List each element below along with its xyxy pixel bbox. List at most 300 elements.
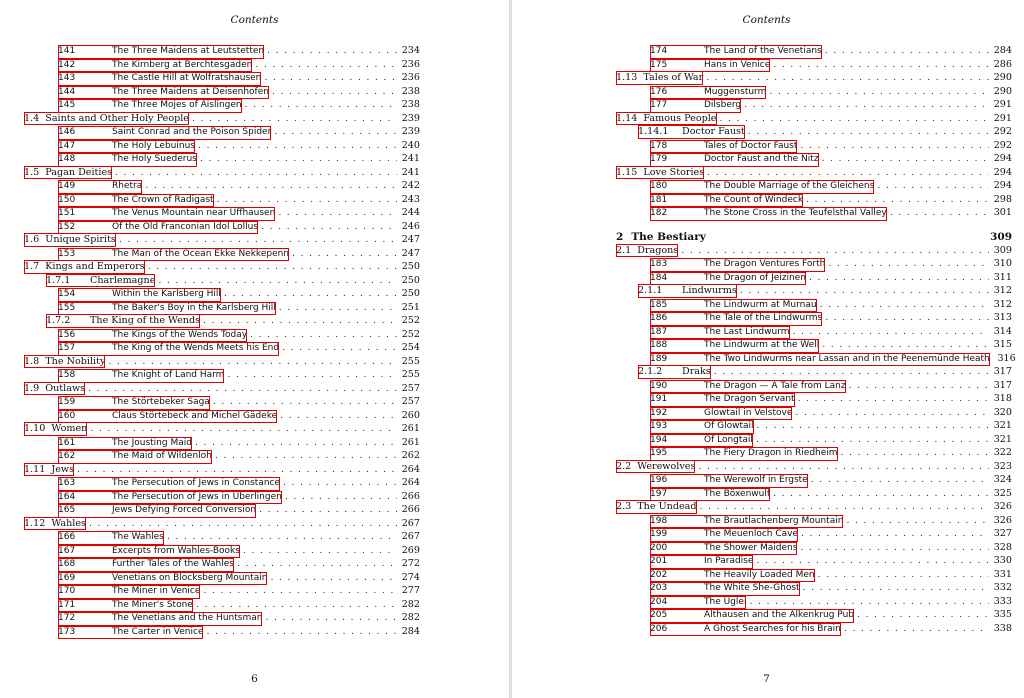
toc-entry-number: 145 [58, 100, 76, 110]
toc-entry-link[interactable] [650, 515, 843, 529]
toc-entry-link[interactable] [650, 582, 800, 596]
toc-entry-number: 178 [650, 140, 668, 151]
toc-entry-sec[interactable] [24, 260, 420, 274]
toc-entry-title: Famous People [643, 112, 717, 124]
toc-entry-item[interactable] [24, 125, 420, 139]
toc-leader-dots [274, 125, 397, 139]
toc-entry-link[interactable] [58, 153, 197, 167]
toc-entry-number: 176 [650, 86, 668, 97]
toc-entry-link[interactable] [650, 59, 770, 73]
toc-entry-link[interactable] [58, 180, 142, 194]
page-left [0, 0, 509, 698]
toc-entry-number: 172 [58, 613, 76, 623]
toc-entry-item[interactable] [616, 193, 1012, 207]
toc-entry-link[interactable] [58, 329, 247, 343]
toc-entry-link[interactable] [650, 569, 815, 583]
toc-entry-link[interactable] [650, 207, 887, 221]
toc-entry-link[interactable] [650, 555, 753, 569]
toc-entry-item[interactable] [616, 325, 1012, 339]
toc-entry-item[interactable] [24, 571, 420, 585]
toc-entry-link[interactable] [650, 86, 766, 100]
toc-entry-number: 191 [650, 394, 668, 404]
toc-entry-item[interactable] [24, 328, 420, 342]
toc-entry-link[interactable] [24, 260, 145, 274]
toc-entry-item[interactable] [24, 98, 420, 112]
toc-entry-sec[interactable] [616, 112, 1012, 126]
toc-entry-title: Muggensturm [704, 86, 767, 97]
toc-entry-title: The Dragon of Jeizinen [704, 272, 806, 283]
toc-entry-item[interactable] [616, 85, 1012, 99]
toc-entry-number: 158 [58, 370, 76, 380]
toc-entry-title: The Persecution of Jews in Constance [112, 478, 281, 488]
toc-entry-link[interactable] [58, 477, 280, 491]
toc-entry-link[interactable] [650, 420, 754, 434]
toc-leader-dots [707, 166, 989, 180]
toc-entry-item[interactable] [24, 179, 420, 193]
toc-entry-item[interactable] [616, 179, 1012, 193]
toc-entry-link[interactable] [24, 382, 85, 396]
toc-entry-title: Saint Conrad and the Poison Spider [112, 127, 272, 137]
toc-leader-dots [822, 338, 989, 352]
toc-entry-number: 1.14 [616, 112, 638, 124]
toc-entry-link[interactable] [58, 86, 269, 100]
toc-leader-dots [822, 152, 989, 166]
toc-entry-number: 196 [650, 475, 668, 485]
toc-entry-title: The Maid of Wildenloh [112, 451, 212, 461]
toc-entry-link[interactable] [650, 488, 770, 502]
toc-entry-item[interactable] [616, 568, 1012, 582]
toc-entry-item[interactable] [24, 409, 420, 423]
toc-leader-dots [195, 436, 397, 450]
toc-leader-dots [206, 625, 397, 639]
toc-entry-number: 2.3 [616, 501, 632, 512]
toc-entry-page: 252 [401, 328, 420, 340]
toc-entry-item[interactable] [24, 436, 420, 450]
toc-leader-dots [841, 446, 989, 460]
toc-entry-page: 247 [401, 234, 420, 245]
toc-entry-link[interactable] [650, 326, 790, 340]
toc-entry-title: Unique Spirits [45, 234, 116, 245]
toc-entry-item[interactable] [24, 247, 420, 261]
toc-leader-dots [250, 328, 397, 342]
toc-entry-link[interactable] [650, 194, 803, 208]
toc-entry-page: 324 [993, 474, 1012, 485]
toc-leader-dots [237, 557, 397, 571]
toc-entry-item[interactable] [616, 595, 1012, 609]
toc-entry-page: 309 [993, 244, 1012, 256]
toc-entry-link[interactable] [58, 59, 252, 73]
toc-entry-sec[interactable] [616, 71, 1012, 85]
toc-entry-item[interactable] [616, 58, 1012, 72]
toc-entry-title: Of Glowtail [704, 421, 754, 431]
toc-entry-item[interactable] [24, 58, 420, 72]
toc-leader-dots [215, 449, 397, 463]
toc-entry-page: 330 [993, 555, 1012, 566]
toc-entry-title: Tales of Doctor Faust [704, 140, 798, 151]
toc-entry-page: 266 [401, 490, 420, 502]
toc-entry-link[interactable] [24, 233, 116, 247]
toc-entry-link[interactable] [650, 474, 808, 488]
toc-entry-title: The Man of the Ocean Ekke Nekkepenn [112, 248, 290, 259]
toc-entry-sec[interactable] [616, 460, 1012, 474]
toc-entry-title: Claus Störtebeck and Michel Gädeke [112, 410, 278, 421]
toc-entry-title: Lindwurms [682, 285, 737, 296]
toc-entry-item[interactable] [24, 287, 420, 301]
toc-entry-link[interactable] [24, 422, 87, 436]
toc-entry-link[interactable] [58, 491, 282, 505]
toc-entry-item[interactable] [24, 625, 420, 639]
toc-entry-number: 1.12 [24, 517, 46, 529]
toc-entry-link[interactable] [650, 393, 795, 407]
toc-entry-page: 309 [990, 230, 1012, 243]
toc-entry-page: 331 [993, 568, 1012, 580]
toc-entry-number: 183 [650, 259, 668, 269]
toc-entry-item[interactable] [24, 206, 420, 220]
toc-entry-title: Jews Defying Forced Conversion [112, 505, 257, 515]
toc-entry-page: 311 [993, 271, 1012, 283]
toc-entry-link[interactable] [650, 312, 822, 326]
toc-entry-sec[interactable] [24, 166, 420, 180]
toc-entry-link[interactable] [58, 194, 214, 208]
toc-entry-link[interactable] [58, 140, 195, 154]
toc-entry-item[interactable] [616, 98, 1012, 112]
toc-entry-item[interactable] [616, 554, 1012, 568]
toc-leader-dots [217, 193, 397, 207]
toc-entry-page: 290 [993, 72, 1012, 83]
toc-entry-link[interactable] [58, 572, 267, 586]
toc-entry-link[interactable] [650, 339, 819, 353]
toc-entry-item[interactable] [616, 271, 1012, 285]
toc-entry-page: 338 [993, 622, 1012, 634]
toc-entry-title: The Miner's Stone [112, 599, 193, 610]
toc-entry-item[interactable] [24, 584, 420, 598]
toc-entry-title: Charlemagne [90, 274, 156, 286]
toc-entry-link[interactable] [638, 125, 745, 139]
toc-entry-link[interactable] [58, 248, 289, 262]
toc-entry-link[interactable] [650, 272, 806, 286]
toc-entry-link[interactable] [650, 140, 797, 154]
toc-leader-dots [740, 284, 989, 298]
toc-leader-dots [243, 544, 397, 558]
toc-entry-link[interactable] [58, 45, 264, 59]
toc-entry-item[interactable] [24, 301, 420, 315]
toc-entry-item[interactable] [616, 352, 1016, 366]
toc-entry-page: 332 [993, 582, 1012, 593]
toc-entry-link[interactable] [650, 609, 854, 623]
toc-entry-link[interactable] [58, 599, 193, 613]
page-header: Contents [742, 14, 791, 26]
toc-entry-link[interactable] [650, 380, 846, 394]
toc-entry-title: Hans in Venice [704, 59, 771, 70]
toc-entry-link[interactable] [650, 45, 822, 59]
toc-entry-item[interactable] [616, 379, 1012, 393]
toc-entry-item[interactable] [24, 503, 420, 517]
toc-entry-item[interactable] [24, 395, 420, 409]
toc-entry-item[interactable] [616, 487, 1012, 501]
toc-entry-page: 247 [401, 247, 420, 259]
toc-entry-number: 162 [58, 451, 76, 461]
toc-entry-chapter[interactable] [616, 230, 1012, 244]
toc-entry-page: 254 [401, 342, 420, 353]
toc-entry-page: 294 [993, 180, 1012, 191]
toc-entry-subsec[interactable] [616, 125, 1012, 139]
toc-entry-link[interactable] [616, 112, 717, 126]
toc-leader-dots [706, 71, 989, 85]
toc-entry-number: 143 [58, 73, 76, 83]
toc-entry-subsec[interactable] [24, 314, 420, 328]
toc-entry-item[interactable] [616, 311, 1012, 325]
toc-entry-item[interactable] [24, 193, 420, 207]
toc-leader-dots [119, 233, 397, 247]
toc-entry-link[interactable] [58, 558, 234, 572]
toc-entry-item[interactable] [24, 598, 420, 612]
toc-entry-link[interactable] [58, 126, 271, 140]
toc-entry-title: Althausen and the Alkenkrug Pub [704, 610, 854, 620]
toc-entry-link[interactable] [58, 302, 276, 316]
toc-entry-number: 150 [58, 194, 76, 205]
toc-entry-link[interactable] [58, 545, 240, 559]
toc-entry-link[interactable] [650, 299, 817, 313]
toc-leader-dots [681, 244, 989, 258]
toc-entry-item[interactable] [24, 476, 420, 490]
toc-entry-title: Werewolves [637, 460, 696, 472]
toc-entry-item[interactable] [24, 449, 420, 463]
toc-entry-link[interactable] [616, 166, 704, 180]
toc-entry-link[interactable] [650, 99, 741, 113]
toc-leader-dots [77, 463, 397, 477]
toc-entry-link[interactable] [58, 626, 203, 640]
toc-entry-sec[interactable] [24, 517, 420, 531]
toc-entry-number: 1.9 [24, 382, 40, 394]
toc-entry-item[interactable] [616, 473, 1012, 487]
toc-leader-dots [158, 274, 397, 288]
toc-entry-title: The Lindwurm at Murnau [704, 299, 817, 310]
toc-entry-number: 202 [650, 569, 668, 580]
toc-entry-link[interactable] [616, 71, 703, 85]
toc-entry-item[interactable] [616, 622, 1012, 636]
toc-entry-item[interactable] [616, 419, 1012, 433]
toc-entry-item[interactable] [616, 139, 1012, 153]
toc-entry-item[interactable] [616, 581, 1012, 595]
toc-entry-item[interactable] [616, 257, 1012, 271]
toc-entry-link[interactable] [616, 500, 697, 514]
toc-entry-number: 168 [58, 559, 76, 569]
toc-entry-item[interactable] [616, 392, 1012, 406]
toc-entry-subsec[interactable] [616, 284, 1012, 298]
toc-entry-link[interactable] [650, 528, 798, 542]
toc-entry-number: 169 [58, 572, 76, 583]
toc-entry-link[interactable] [58, 612, 262, 626]
toc-entry-sec[interactable] [616, 244, 1012, 258]
toc-entry-link[interactable] [650, 542, 797, 556]
toc-entry-link[interactable] [58, 342, 279, 356]
toc-leader-dots [756, 554, 989, 568]
toc-entry-item[interactable] [616, 608, 1012, 622]
toc-entry-link[interactable] [616, 460, 695, 474]
toc-entry-title: The Fiery Dragon in Riedheim [704, 448, 838, 458]
toc-entry-item[interactable] [24, 44, 420, 58]
toc-entry-title: The Uglei [704, 596, 747, 607]
toc-entry-item[interactable] [24, 557, 420, 571]
toc-leader-dots [828, 257, 989, 271]
toc-entry-item[interactable] [616, 298, 1012, 312]
toc-entry-item[interactable] [24, 71, 420, 85]
toc-entry-link[interactable] [58, 396, 210, 410]
toc-entry-number: 161 [58, 437, 76, 448]
toc-entry-item[interactable] [616, 406, 1012, 420]
toc-entry-link[interactable] [650, 258, 825, 272]
toc-entry-page: 243 [401, 193, 420, 205]
toc-entry-sec[interactable] [24, 382, 420, 396]
toc-entry-title: Doctor Faust and the Nitz [704, 154, 819, 164]
toc-entry-link[interactable] [616, 244, 678, 258]
toc-leader-dots [167, 530, 397, 544]
toc-entry-title: The Kings of the Wends Today [112, 329, 248, 340]
toc-leader-dots [773, 58, 989, 72]
toc-entry-title: The Castle Hill at Wolfratshausen [112, 73, 262, 83]
toc-entry-subsec[interactable] [616, 365, 1012, 379]
toc-entry-link[interactable] [58, 221, 258, 235]
toc-entry-item[interactable] [24, 152, 420, 166]
toc-entry-item[interactable] [616, 44, 1012, 58]
toc-leader-dots [255, 58, 397, 72]
toc-entry-item[interactable] [24, 490, 420, 504]
toc-entry-item[interactable] [24, 530, 420, 544]
toc-entry-link[interactable] [58, 504, 256, 518]
toc-entry-number: 1.4 [24, 112, 40, 124]
toc-entry-item[interactable] [24, 611, 420, 625]
toc-entry-item[interactable] [616, 206, 1012, 220]
toc-entry-link[interactable] [58, 531, 164, 545]
toc-list [616, 44, 1016, 635]
toc-entry-number: 1.14.1 [638, 126, 669, 137]
toc-entry-page: 312 [993, 298, 1012, 310]
toc-entry-title: The Two Lindwurms near Lassan and in the Peenemünde Heath [704, 353, 990, 364]
toc-entry-number: 2.1 [616, 244, 632, 256]
toc-entry-page: 239 [401, 126, 420, 137]
toc-entry-item[interactable] [616, 446, 1012, 460]
toc-entry-page: 267 [401, 531, 420, 542]
toc-leader-dots [224, 287, 397, 301]
toc-entry-link[interactable] [650, 596, 746, 610]
toc-entry-link[interactable] [650, 623, 841, 637]
toc-entry-link[interactable] [58, 369, 224, 383]
toc-entry-number: 152 [58, 221, 76, 232]
toc-entry-link[interactable] [650, 353, 990, 367]
toc-entry-page: 310 [993, 258, 1012, 269]
toc-leader-dots [773, 487, 989, 501]
page-number: 6 [251, 673, 258, 685]
toc-entry-page: 326 [993, 514, 1012, 526]
toc-leader-dots [748, 125, 989, 139]
toc-entry-subsec[interactable] [24, 274, 420, 288]
toc-leader-dots [801, 527, 989, 541]
toc-leader-dots [849, 379, 989, 393]
toc-entry-link[interactable] [616, 230, 706, 244]
toc-entry-link[interactable] [58, 72, 261, 86]
toc-entry-link[interactable] [58, 437, 192, 451]
toc-entry-link[interactable] [650, 434, 753, 448]
toc-entry-item[interactable] [616, 152, 1012, 166]
toc-entry-sec[interactable] [24, 463, 420, 477]
toc-entry-item[interactable] [24, 139, 420, 153]
toc-entry-item[interactable] [616, 527, 1012, 541]
toc-entry-number: 189 [650, 353, 668, 364]
toc-leader-dots [280, 409, 397, 423]
toc-entry-item[interactable] [24, 85, 420, 99]
toc-entry-link[interactable] [650, 407, 792, 421]
toc-entry-link[interactable] [24, 112, 189, 126]
toc-entry-link[interactable] [24, 166, 112, 180]
toc-entry-link[interactable] [58, 99, 242, 113]
page-right [512, 0, 1021, 698]
toc-entry-page: 321 [993, 433, 1012, 445]
toc-entry-number: 195 [650, 448, 668, 458]
toc-entry-link[interactable] [24, 463, 74, 477]
toc-entry-link[interactable] [650, 153, 819, 167]
toc-entry-item[interactable] [24, 544, 420, 558]
toc-entry-title: The Brautlachenberg Mountain [704, 515, 844, 526]
toc-entry-item[interactable] [616, 514, 1012, 528]
toc-entry-number: 188 [650, 340, 668, 350]
toc-leader-dots [282, 341, 397, 355]
toc-entry-page: 282 [401, 598, 420, 610]
toc-leader-dots [213, 395, 397, 409]
toc-entry-link[interactable] [46, 274, 155, 288]
toc-entry-link[interactable] [638, 284, 737, 298]
toc-entry-link[interactable] [58, 288, 221, 302]
toc-entry-sec[interactable] [616, 500, 1012, 514]
toc-entry-item[interactable] [24, 341, 420, 355]
toc-entry-page: 294 [993, 153, 1012, 164]
toc-entry-number: 1.11 [24, 463, 46, 475]
toc-entry-title: The Holy Suederus [112, 154, 197, 164]
toc-entry-link[interactable] [58, 450, 212, 464]
toc-entry-link[interactable] [638, 365, 711, 379]
toc-entry-item[interactable] [616, 338, 1012, 352]
toc-entry-number: 164 [58, 491, 76, 502]
toc-entry-number: 194 [650, 434, 668, 445]
toc-entry-link[interactable] [58, 207, 275, 221]
toc-entry-title: A Ghost Searches for his Brain [704, 623, 841, 634]
toc-entry-item[interactable] [616, 541, 1012, 555]
toc-entry-link[interactable] [46, 314, 200, 328]
toc-entry-link[interactable] [58, 410, 277, 424]
toc-entry-item[interactable] [24, 368, 420, 382]
toc-entry-link[interactable] [650, 447, 838, 461]
toc-entry-title: The Bestiary [631, 230, 706, 243]
toc-entry-sec[interactable] [24, 422, 420, 436]
toc-entry-sec[interactable] [616, 166, 1012, 180]
toc-leader-dots [259, 503, 397, 517]
toc-entry-sec[interactable] [24, 112, 420, 126]
toc-entry-link[interactable] [58, 585, 200, 599]
toc-entry-title: Draks [682, 366, 711, 377]
toc-entry-item[interactable] [616, 433, 1012, 447]
toc-entry-sec[interactable] [24, 355, 420, 369]
toc-entry-page: 238 [401, 85, 420, 97]
toc-entry-number: 1.13 [616, 72, 638, 83]
toc-entry-link[interactable] [650, 180, 874, 194]
toc-entry-item[interactable] [24, 220, 420, 234]
toc-entry-link[interactable] [24, 355, 105, 369]
toc-entry-link[interactable] [24, 517, 86, 531]
toc-entry-number: 187 [650, 326, 668, 337]
toc-entry-title: The Last Lindwurm [704, 326, 790, 337]
toc-entry-number: 2 [616, 230, 624, 243]
toc-entry-sec[interactable] [24, 233, 420, 247]
toc-entry-title: The Land of the Venetians [704, 46, 822, 56]
